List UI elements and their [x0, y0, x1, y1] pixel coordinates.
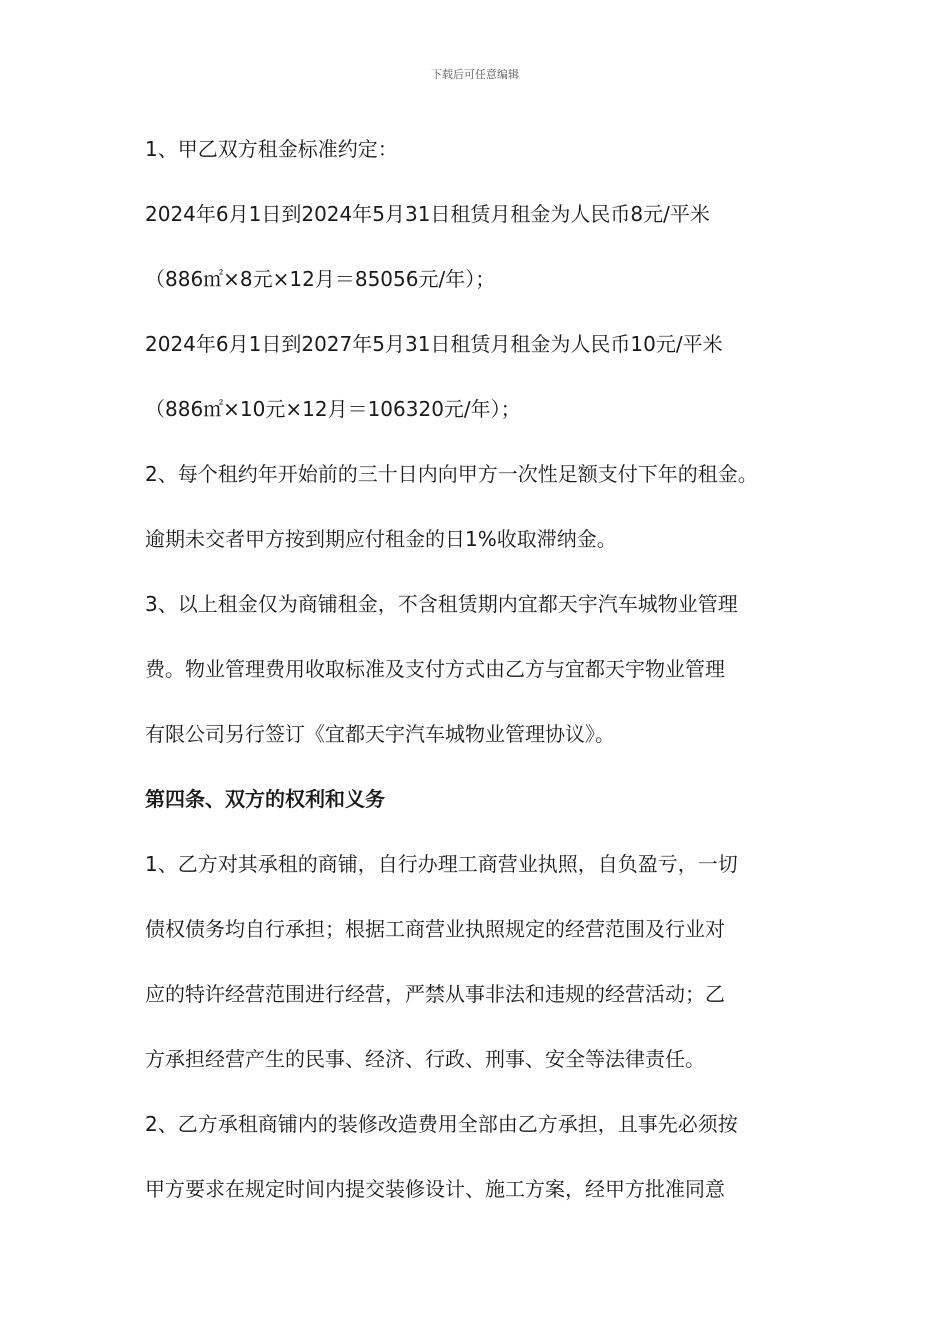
page-header: 下载后可任意编辑 [431, 68, 519, 81]
text-line: 债权债务均自行承担；根据工商营业执照规定的经营范围及行业对 [145, 917, 725, 941]
text-line: 方承担经营产生的民事、经济、行政、刑事、安全等法律责任。 [145, 1047, 705, 1071]
text-line: （886㎡×10元×12月＝106320元/年）； [145, 397, 521, 421]
rent-standard-intro [145, 133, 825, 166]
property-fee [145, 588, 825, 751]
text-line: 2、乙方承租商铺内的装修改造费用全部由乙方承担，且事先必须按 [145, 1112, 738, 1136]
article-four-heading [145, 783, 825, 816]
text-line: 2024年6月1日到2024年5月31日租赁月租金为人民币8元/平米 [145, 202, 710, 226]
text-line: 3、以上租金仅为商铺租金，不含租赁期内宜都天宇汽车城物业管理 [145, 592, 738, 616]
text-line: 有限公司另行签订《宜都天宇汽车城物业管理协议》。 [145, 722, 615, 746]
text-line: 费。物业管理费用收取标准及支付方式由乙方与宜都天宇物业管理 [145, 657, 725, 681]
text-line: 逾期未交者甲方按到期应付租金的日1%收取滞纳金。 [145, 527, 617, 551]
article-four-item-1 [145, 848, 825, 1076]
article-four-item-2 [145, 1108, 825, 1206]
payment-terms [145, 458, 825, 556]
text-line: 1、甲乙双方租金标准约定： [145, 137, 398, 161]
rent-period-2 [145, 328, 825, 426]
text-line: （886㎡×8元×12月＝85056元/年）； [145, 267, 496, 291]
text-line: 2、每个租约年开始前的三十日内向甲方一次性足额支付下年的租金。 [145, 462, 758, 486]
rent-period-1 [145, 198, 825, 296]
text-line: 甲方要求在规定时间内提交装修设计、施工方案，经甲方批准同意 [145, 1177, 725, 1201]
text-line: 应的特许经营范围进行经营，严禁从事非法和违规的经营活动；乙 [145, 982, 725, 1006]
text-line: 1、乙方对其承租的商铺，自行办理工商营业执照，自负盈亏，一切 [145, 852, 738, 876]
section-heading: 第四条、双方的权利和义务 [145, 787, 385, 811]
document-body [145, 133, 825, 1238]
text-line: 2024年6月1日到2027年5月31日租赁月租金为人民币10元/平米 [145, 332, 723, 356]
